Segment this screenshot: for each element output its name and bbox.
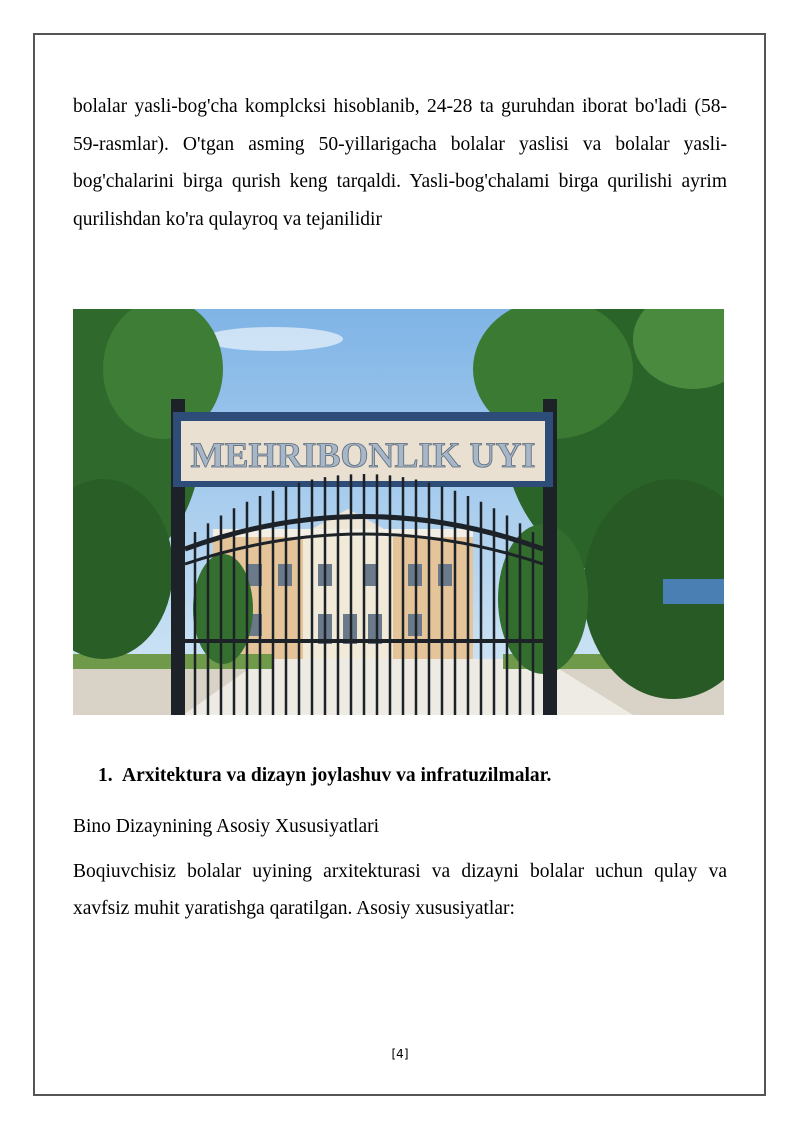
page-number: [4] bbox=[391, 1047, 409, 1061]
body-paragraph-1: bolalar yasli-bog'cha komplcksi hisoblanib, 24-28 ta guruhdan iborat bo'ladi (58- 59-rasmlar). O'tgan asming 50-yillarigacha bolalar yaslisi va bolalar yasli-bog'chalarini birga qurish keng tarqaldi. Yasli-bog'chalami birga qurilishi ayrim qurilishdan ko'ra qulayroq va tejanilidir bbox=[73, 96, 727, 230]
gate-sign-text: MEHRIBONLIK UYI bbox=[190, 435, 536, 475]
section-heading-text: Arxitektura va dizayn joylashuv va infratuzilmalar. bbox=[122, 765, 552, 786]
photo-mehribonlik-uyi bbox=[73, 309, 724, 715]
subheading: Bino Dizaynining Asosiy Xususiyatlari bbox=[73, 816, 380, 837]
section-number: 1. bbox=[98, 765, 113, 786]
section-heading bbox=[98, 765, 551, 787]
body-paragraph-2: Boqiuvchisiz bolalar uyining arxitekturasi va dizayni bolalar uchun qulay va xavfsiz muhit yaratishga qaratilgan. Asosiy xususiyatlar: bbox=[73, 861, 727, 919]
